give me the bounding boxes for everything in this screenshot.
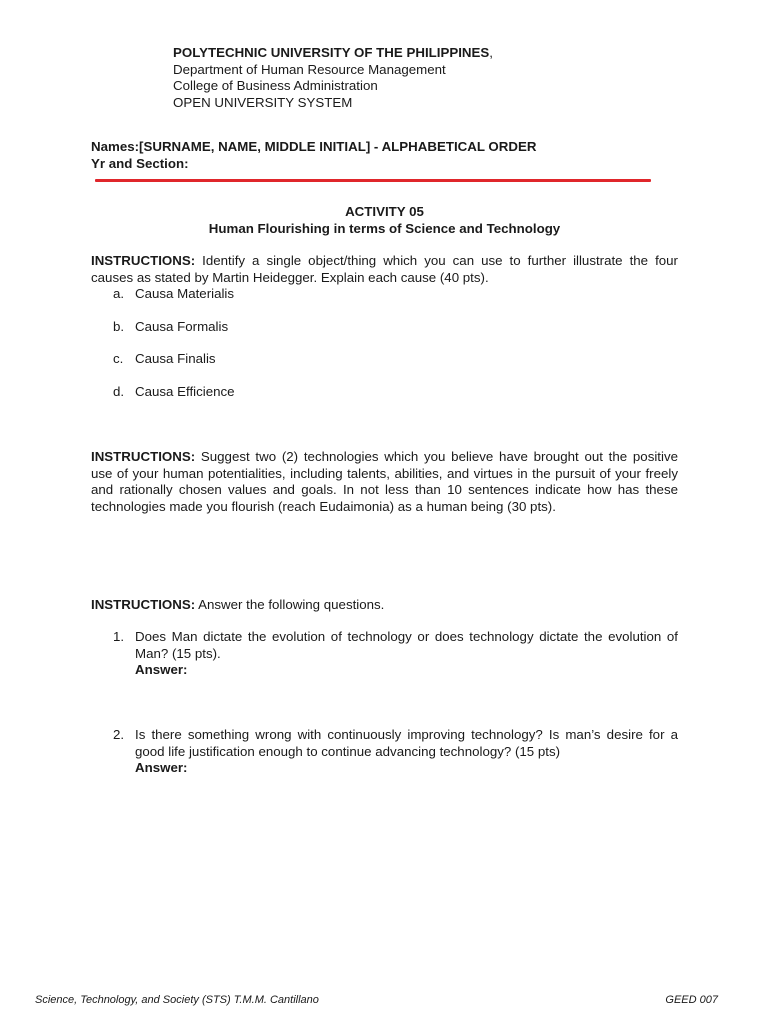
list-marker: d. [113, 383, 125, 399]
activity-title [91, 204, 678, 237]
instructions-2-lead: INSTRUCTIONS: [91, 449, 196, 464]
question-body [135, 727, 678, 777]
list-marker: c. [113, 351, 124, 366]
question-number: 2. [113, 727, 125, 742]
list-marker: a. [113, 286, 125, 301]
question-2 [91, 727, 678, 777]
college-name: College of Business Administration [173, 78, 378, 93]
instructions-2-text: Suggest two (2) technologies which you believe have brought out the positive use of your human potentialities, including talents, abilities, and virtues in the pursuit of your freely and rationally chosen values and goals. In not less than 10 sentences indicate how has these technologies made you flourish (reach Eudaimonia) as a human being (30 pts). [91, 449, 678, 514]
university-comma: , [489, 45, 493, 60]
instructions-1-lead: INSTRUCTIONS: [91, 253, 196, 268]
page-footer [35, 992, 718, 1009]
list-item [91, 351, 678, 368]
instructions-2 [91, 449, 678, 515]
names-field: Names:[SURNAME, NAME, MIDDLE INITIAL] - ALPHABETICAL ORDER [91, 139, 537, 154]
question-body [135, 629, 678, 679]
system-name: OPEN UNIVERSITY SYSTEM [173, 94, 353, 110]
list-label: Causa Efficience [135, 383, 235, 399]
section-field: Yr and Section: [91, 155, 189, 171]
list-label: Causa Finalis [135, 351, 216, 366]
student-fields [91, 139, 691, 172]
footer-code: GEED 007 [665, 994, 718, 1006]
list-item [91, 629, 678, 679]
instructions-3-text: Answer the following questions. [195, 597, 385, 612]
question-number: 1. [113, 629, 125, 644]
activity-subtitle: Human Flourishing in terms of Science and Technology [208, 220, 561, 236]
list-item [91, 286, 678, 303]
department-name: Department of Human Resource Management [173, 61, 446, 77]
answer-label: Answer: [135, 760, 188, 775]
question-text: Does Man dictate the evolution of technology or does technology dictate the evolution of Man? (15 pts). [135, 629, 678, 661]
list-marker: b. [113, 318, 125, 334]
answer-label: Answer: [135, 662, 188, 677]
list-label: Causa Formalis [135, 318, 229, 334]
instructions-3-lead: INSTRUCTIONS: [91, 597, 196, 612]
list-item [91, 727, 678, 777]
question-1 [91, 629, 678, 679]
activity-number: ACTIVITY 05 [345, 204, 424, 219]
list-label: Causa Materialis [135, 286, 235, 301]
causes-list [91, 286, 678, 400]
red-divider [95, 179, 651, 182]
instructions-1-text: Identify a single object/thing which you can use to further illustrate the four causes as stated by Martin Heidegger. Explain each cause (40 pts). [91, 253, 678, 285]
instructions-1 [91, 253, 678, 286]
letterhead [173, 45, 693, 111]
footer-course: Science, Technology, and Society (STS) T.M.M. Cantillano [35, 994, 319, 1006]
question-text: Is there something wrong with continuously improving technology? Is man’s desire for a good life justification enough to continue advancing technology? (15 pts) [135, 727, 678, 759]
list-item [91, 384, 678, 401]
list-item [91, 319, 678, 336]
university-name: POLYTECHNIC UNIVERSITY OF THE PHILIPPINES [173, 45, 490, 60]
instructions-3 [91, 597, 678, 614]
